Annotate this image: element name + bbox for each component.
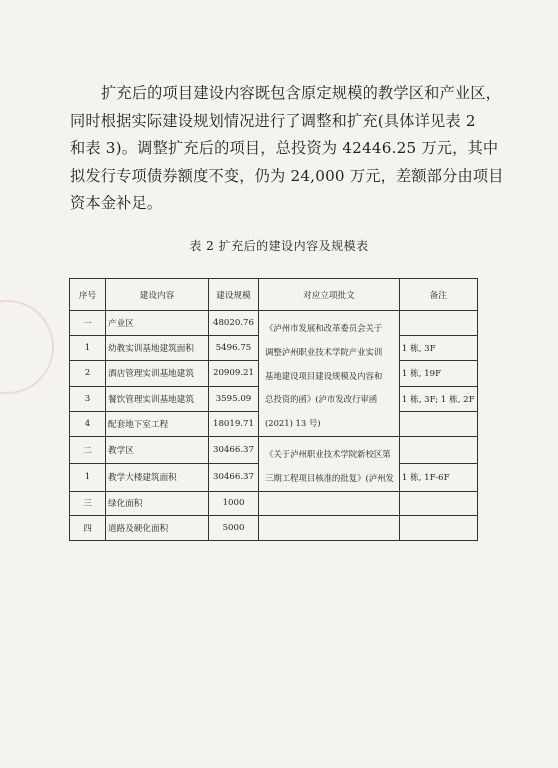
row-remark: 1 栋, 1F-6F	[399, 464, 477, 491]
row-scale: 5496.75	[209, 336, 259, 361]
row-no: 4	[70, 411, 106, 436]
row-remark	[399, 491, 477, 516]
approval-industry-cell	[259, 311, 400, 437]
header-scale: 建设规模	[209, 279, 259, 311]
row-content: 教学区	[106, 436, 209, 463]
row-no: 3	[70, 386, 106, 411]
row-content: 绿化面积	[106, 491, 209, 516]
row-remark	[399, 411, 477, 436]
body-paragraph	[70, 80, 504, 218]
approval-line: 《关于泸州职业技术学院新校区第	[265, 448, 391, 459]
approval-line: (2021) 13 号)	[265, 418, 321, 429]
approval-line: 调整泸州职业技术学院产业实训	[265, 346, 383, 357]
row-approval-empty	[259, 491, 400, 516]
header-no: 序号	[70, 279, 106, 311]
row-content: 餐饮管理实训基地建筑	[106, 386, 209, 411]
table-row	[70, 436, 478, 463]
row-scale: 30466.37	[209, 436, 259, 463]
construction-scale-table	[69, 278, 478, 541]
header-approval: 对应立项批文	[259, 279, 400, 311]
row-no: 一	[70, 311, 106, 336]
approval-line: 《泸州市发展和改革委员会关于	[265, 323, 383, 333]
paragraph-line: 和表 3)。调整扩充后的项目，总投资为 42446.25 万元，其中	[70, 139, 499, 157]
row-remark	[399, 311, 477, 336]
row-no: 二	[70, 436, 106, 463]
approval-teaching-cell	[259, 436, 400, 491]
table-row	[70, 516, 478, 541]
row-no: 四	[70, 516, 106, 541]
header-remark: 备注	[399, 279, 477, 311]
paragraph-line: 扩充后的项目建设内容既包含原定规模的教学区和产业区，	[101, 84, 502, 102]
table-caption: 表 2 扩充后的建设内容及规模表	[189, 239, 369, 253]
row-scale: 48020.76	[209, 311, 259, 336]
paragraph-line: 同时根据实际建设规划情况进行了调整和扩充(具体详见表 2	[70, 111, 476, 130]
table-row	[70, 311, 478, 336]
row-approval-empty	[259, 516, 400, 541]
row-no: 1	[70, 464, 106, 491]
row-remark: 1 栋, 3F	[399, 336, 477, 361]
row-remark: 1 栋, 3F; 1 栋, 2F	[399, 386, 477, 411]
header-content: 建设内容	[106, 279, 209, 311]
row-content: 产业区	[106, 311, 209, 336]
row-content: 教学大楼建筑面积	[106, 464, 209, 491]
row-scale: 30466.37	[209, 464, 259, 491]
paragraph-line: 资本金补足。	[70, 194, 163, 212]
row-no: 三	[70, 491, 106, 516]
row-content: 配套地下室工程	[106, 411, 209, 436]
row-remark	[399, 516, 477, 541]
row-scale: 5000	[209, 516, 259, 541]
table-row	[70, 491, 478, 516]
table-header-row	[70, 279, 478, 311]
approval-line: 总投资的函》(泸市发改行审函	[265, 394, 378, 405]
row-no: 1	[70, 336, 106, 361]
row-scale: 3595.09	[209, 386, 259, 411]
row-scale: 18019.71	[209, 411, 259, 436]
row-content: 道路及硬化面积	[106, 516, 209, 541]
approval-line: 三期工程项目核准的批复》(泸州发	[265, 472, 394, 483]
row-content: 幼教实训基地建筑面积	[106, 336, 209, 361]
row-content: 酒店管理实训基地建筑	[106, 361, 209, 386]
row-no: 2	[70, 361, 106, 386]
faint-seal-mark	[0, 300, 54, 394]
row-scale: 20909.21	[209, 361, 259, 386]
row-scale: 1000	[209, 491, 259, 516]
row-remark	[399, 436, 477, 463]
paragraph-line: 拟发行专项债券额度不变，仍为 24,000 万元，差额部分由项目	[70, 166, 504, 185]
approval-line: 基地建设项目建设规模及内容和	[265, 370, 383, 381]
row-remark: 1 栋, 19F	[399, 361, 477, 386]
